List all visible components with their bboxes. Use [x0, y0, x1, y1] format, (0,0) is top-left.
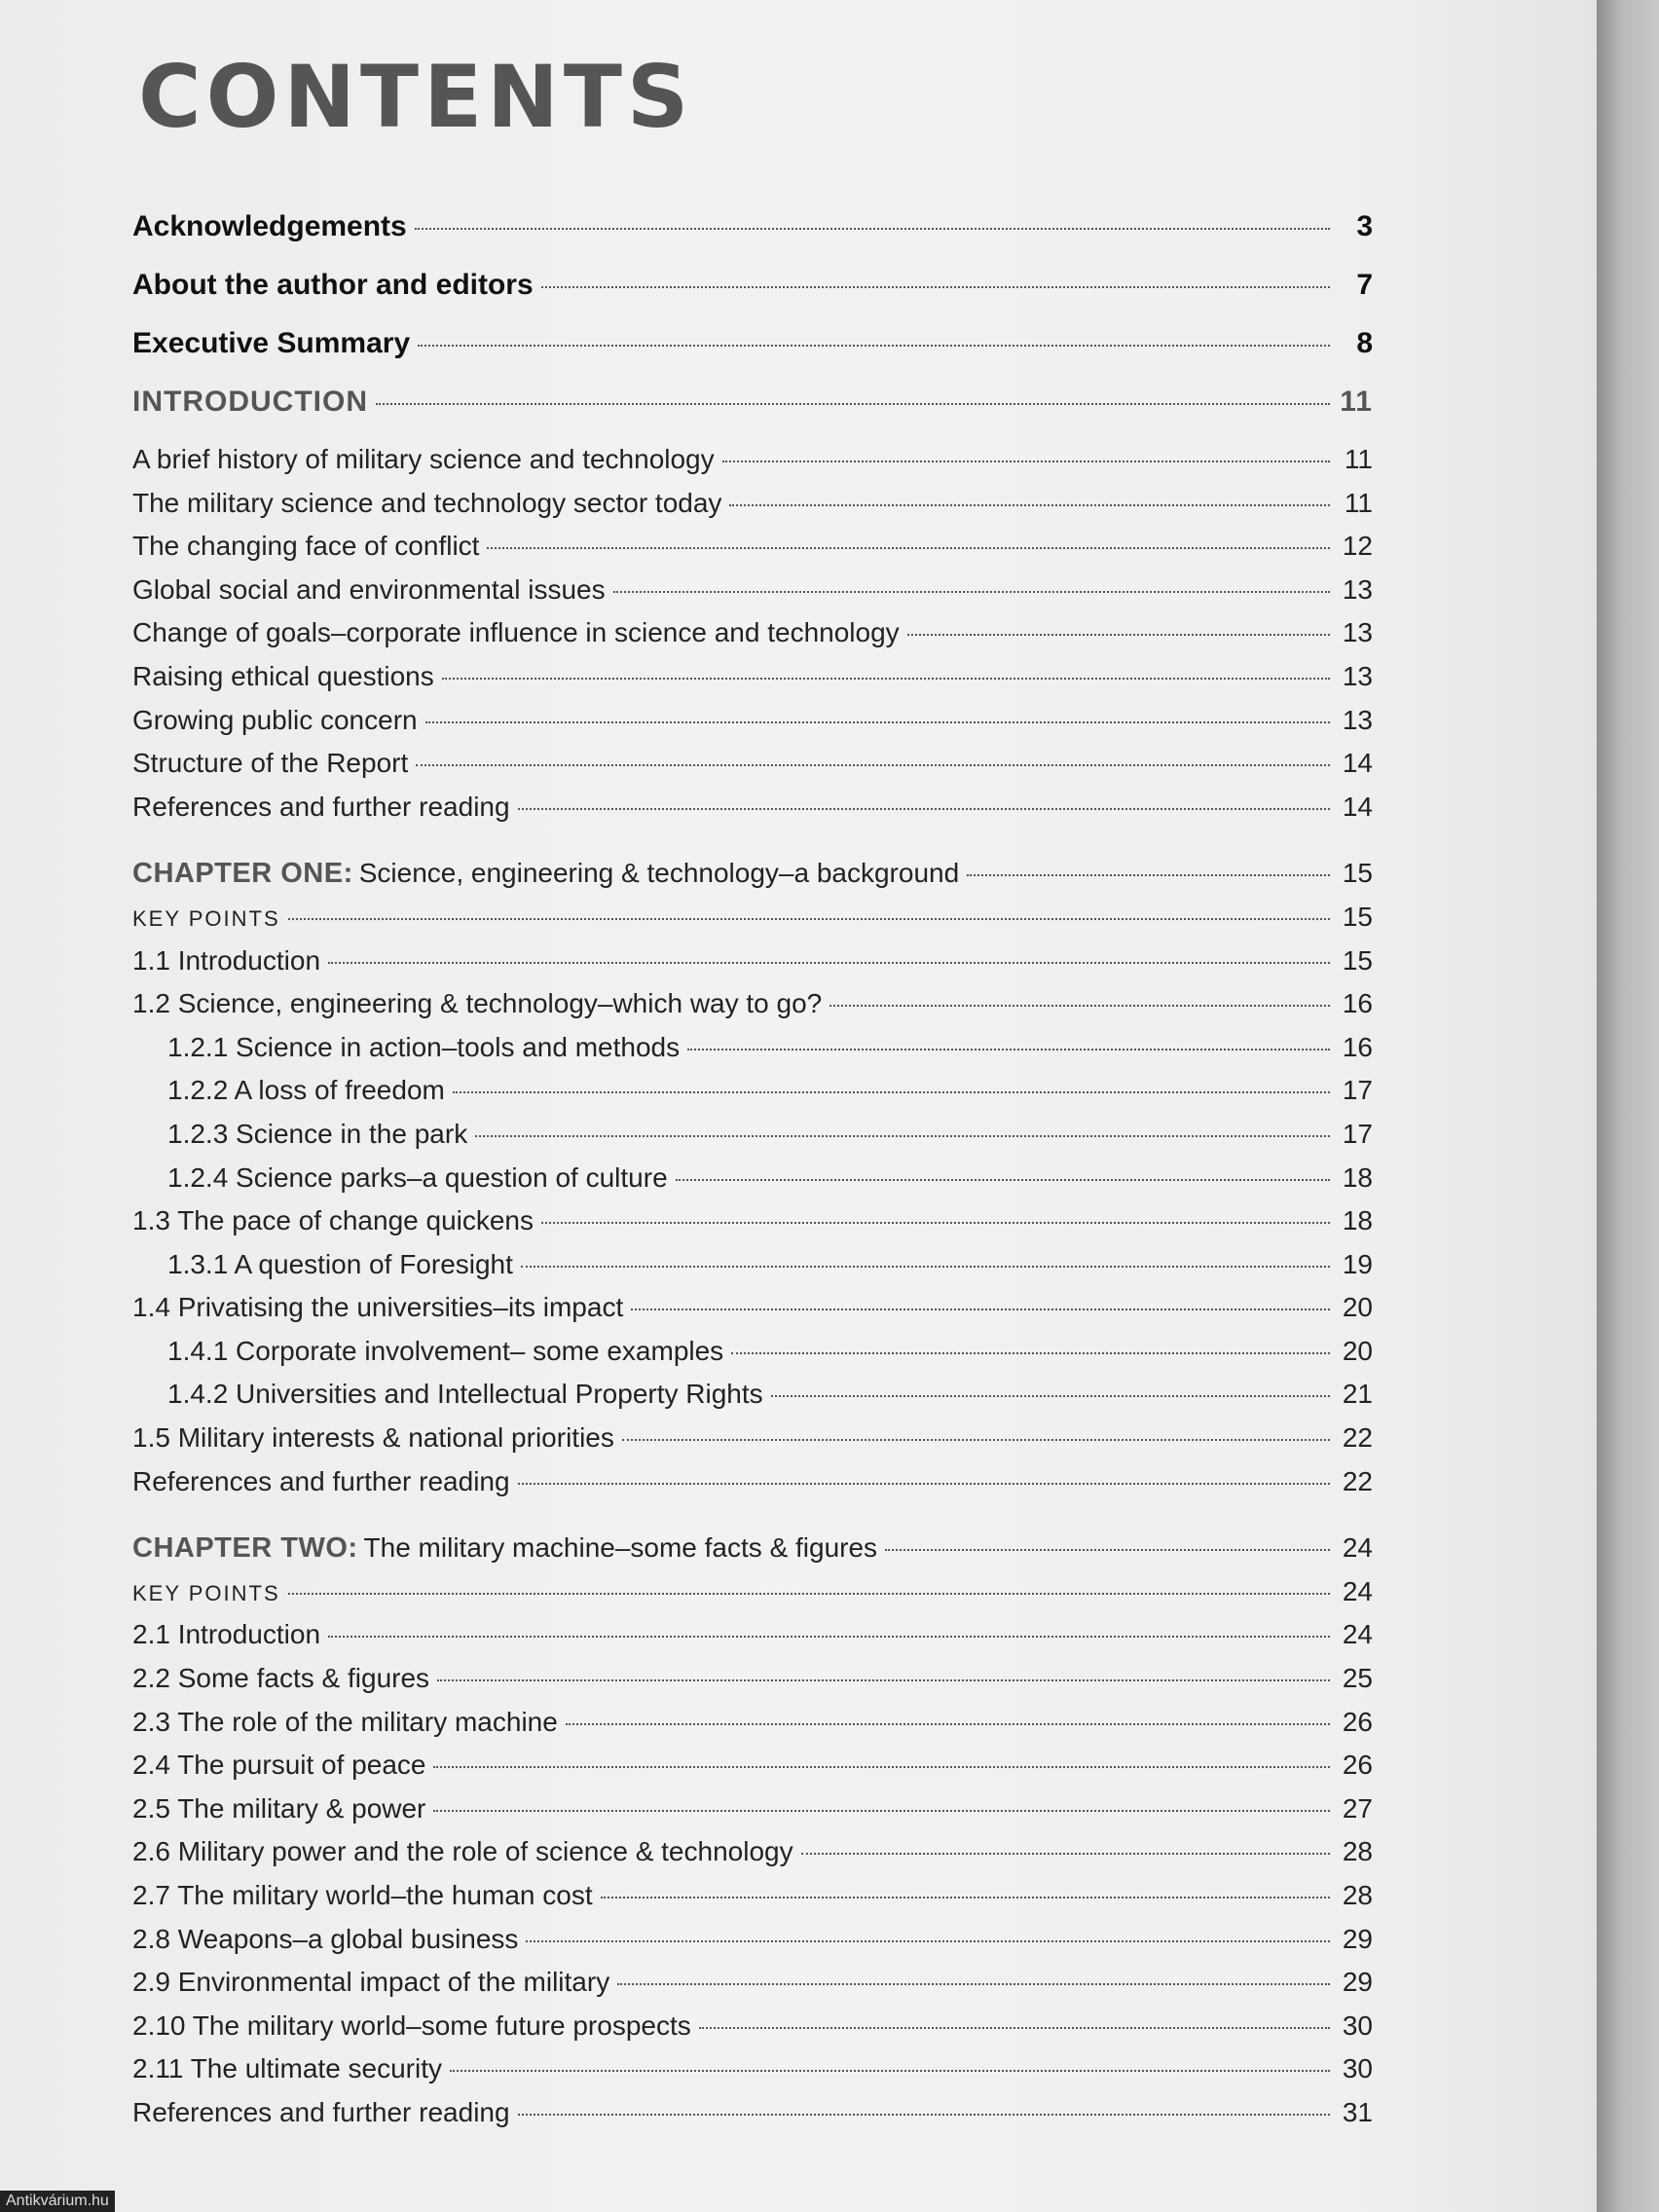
toc-page-number: 30 [1342, 2009, 1373, 2041]
dot-leader [442, 678, 1330, 680]
toc-label: 2.9 Environmental impact of the military [132, 1967, 610, 1998]
toc-label: 1.4 Privatising the universities–its impact [132, 1292, 624, 1323]
toc-page-number: 11 [1344, 487, 1373, 518]
toc-entry[interactable] [132, 945, 1373, 989]
dot-leader [328, 962, 1330, 964]
toc-label: Change of goals–corporate influence in science and technology [132, 617, 900, 648]
toc-label: 1.1 Introduction [132, 944, 321, 976]
toc-page-number: 15 [1342, 901, 1373, 932]
toc-entry-sub[interactable] [132, 1032, 1373, 1076]
toc-page-number: 12 [1342, 531, 1373, 562]
toc-label: Global social and environmental issues [132, 573, 606, 605]
toc-page-number: 13 [1342, 573, 1373, 605]
dot-leader [418, 345, 1330, 347]
toc-label: References and further reading [132, 1465, 510, 1496]
toc-page-number: 13 [1342, 660, 1373, 691]
dot-leader [450, 2070, 1330, 2072]
toc-entry[interactable] [132, 1880, 1373, 1924]
toc-entry[interactable] [132, 1292, 1373, 1336]
toc-entry-acknowledgements[interactable] [132, 210, 1373, 269]
toc-label: 1.2.4 Science parks–a question of culture [167, 1161, 668, 1193]
toc-label: About the author and editors [132, 269, 534, 301]
toc-page-number: 28 [1342, 1880, 1373, 1910]
toc-label: 2.3 The role of the military machine [132, 1706, 558, 1737]
page-title: CONTENTS [138, 47, 694, 147]
toc-label: 1.3 The pace of change quickens [132, 1205, 535, 1236]
toc-entry-introduction[interactable] [132, 386, 1373, 444]
toc-page-number: 20 [1342, 1335, 1373, 1366]
chapter-prefix: CHAPTER TWO: [132, 1532, 358, 1565]
toc-page-number: 14 [1342, 791, 1373, 822]
toc-entry[interactable] [132, 2097, 1373, 2141]
dot-leader [613, 591, 1330, 593]
toc-page-number: 26 [1342, 1750, 1373, 1781]
dot-leader [288, 1593, 1330, 1595]
toc-page-number: 22 [1342, 1422, 1373, 1454]
toc-label: 1.2 Science, engineering & technology–which way to go? [132, 988, 823, 1019]
toc-entry[interactable] [132, 705, 1373, 749]
dot-leader [526, 1940, 1330, 1942]
dot-leader [475, 1135, 1330, 1137]
toc-label: The military science and technology sector today [132, 487, 722, 518]
toc-label: 2.8 Weapons–a global business [132, 1923, 519, 1954]
toc-page-number: 18 [1342, 1205, 1373, 1236]
toc-label: 2.1 Introduction [132, 1619, 321, 1650]
toc-entry[interactable] [132, 1924, 1373, 1968]
dot-leader [907, 634, 1330, 636]
toc-entry[interactable] [132, 444, 1373, 488]
dot-leader [885, 1549, 1330, 1551]
toc-label: KEY POINTS [132, 905, 280, 931]
toc-label: 1.2.1 Science in action–tools and methods [167, 1031, 681, 1062]
toc-entry[interactable] [132, 531, 1373, 574]
toc-label: 2.2 Some facts & figures [132, 1663, 430, 1694]
toc-label: Executive Summary [132, 327, 411, 359]
toc-label: 1.5 Military interests & national priorities [132, 1422, 614, 1454]
toc-entry[interactable] [132, 1707, 1373, 1751]
dot-leader [416, 764, 1330, 766]
dot-leader [687, 1049, 1330, 1051]
toc-entry[interactable] [132, 1422, 1373, 1466]
toc-label: 1.2.2 A loss of freedom [167, 1075, 445, 1106]
toc-entry[interactable] [132, 1750, 1373, 1793]
toc-page-number: 13 [1342, 704, 1373, 735]
toc-page-number: 19 [1342, 1248, 1373, 1279]
toc-entry-executive-summary[interactable] [132, 327, 1373, 386]
dot-leader [699, 2027, 1330, 2029]
toc-label: 1.4.1 Corporate involvement– some examples [167, 1335, 724, 1366]
dot-leader [518, 808, 1330, 810]
table-of-contents [132, 210, 1373, 2141]
toc-label: 2.11 The ultimate security [132, 2053, 443, 2084]
toc-page-number: 27 [1342, 1792, 1373, 1824]
toc-label [132, 1532, 877, 1565]
toc-page-number: 21 [1342, 1379, 1373, 1410]
toc-label: KEY POINTS [132, 1580, 280, 1605]
toc-page-number: 17 [1342, 1075, 1373, 1106]
toc-page-number: 30 [1342, 2053, 1373, 2084]
toc-label: 1.3.1 A question of Foresight [167, 1248, 513, 1279]
toc-page-number: 20 [1342, 1292, 1373, 1323]
dot-leader [617, 1983, 1330, 1985]
toc-label: INTRODUCTION [132, 386, 368, 418]
toc-entry[interactable] [132, 1205, 1373, 1249]
dot-leader [722, 461, 1330, 462]
toc-entry-about-authors[interactable] [132, 269, 1373, 327]
toc-page-number: 18 [1342, 1161, 1373, 1193]
dot-leader [425, 721, 1330, 723]
dot-leader [676, 1179, 1330, 1181]
toc-page-number: 11 [1340, 386, 1373, 418]
chapter-title: The military machine–some facts & figures [363, 1532, 878, 1564]
toc-label: 2.4 The pursuit of peace [132, 1750, 426, 1781]
toc-entry[interactable] [132, 1466, 1373, 1510]
toc-entry-sub[interactable] [132, 1162, 1373, 1206]
page-edge [1597, 0, 1659, 2212]
dot-leader [729, 504, 1330, 506]
toc-entry-sub[interactable] [132, 1379, 1373, 1422]
toc-page-number: 28 [1342, 1836, 1373, 1867]
toc-entry[interactable] [132, 1793, 1373, 1837]
toc-label: Growing public concern [132, 704, 418, 735]
watermark: Antikvárium.hu [0, 2191, 115, 2212]
dot-leader [731, 1352, 1330, 1354]
toc-entry-chapter-two[interactable] [132, 1532, 1373, 1576]
toc-page-number: 7 [1356, 269, 1373, 301]
toc-entry-key-points[interactable] [132, 1576, 1373, 1620]
toc-entry[interactable] [132, 2010, 1373, 2054]
toc-label: Acknowledgements [132, 210, 407, 242]
toc-page-number: 16 [1342, 988, 1373, 1019]
dot-leader [518, 2114, 1330, 2116]
toc-entry[interactable] [132, 1967, 1373, 2010]
dot-leader [566, 1723, 1330, 1725]
toc-page-number: 17 [1342, 1118, 1373, 1149]
dot-leader [433, 1810, 1330, 1812]
toc-page-number: 22 [1342, 1465, 1373, 1496]
toc-page-number: 24 [1342, 1619, 1373, 1650]
dot-leader [801, 1853, 1330, 1855]
dot-leader [518, 1483, 1330, 1485]
dot-leader [541, 286, 1330, 288]
chapter-title: Science, engineering & technology–a background [358, 858, 960, 889]
toc-entry[interactable] [132, 2053, 1373, 2097]
toc-page-number: 24 [1342, 1532, 1373, 1564]
dot-leader [415, 228, 1330, 230]
toc-entry-sub[interactable] [132, 1249, 1373, 1293]
toc-label: Raising ethical questions [132, 660, 434, 691]
toc-entry[interactable] [132, 792, 1373, 835]
dot-leader [771, 1395, 1330, 1397]
toc-entry-sub[interactable] [132, 1075, 1373, 1119]
dot-leader [376, 403, 1330, 405]
toc-entry[interactable] [132, 661, 1373, 705]
toc-entry-sub[interactable] [132, 1119, 1373, 1162]
dot-leader [622, 1439, 1330, 1441]
dot-leader [487, 547, 1330, 549]
toc-entry[interactable] [132, 488, 1373, 532]
toc-page-number: 31 [1342, 2096, 1373, 2127]
toc-page-number: 26 [1342, 1706, 1373, 1737]
toc-label: 2.7 The military world–the human cost [132, 1880, 593, 1910]
toc-label: Structure of the Report [132, 748, 409, 779]
dot-leader [433, 1766, 1330, 1768]
toc-entry-chapter-one[interactable] [132, 858, 1373, 902]
toc-page-number: 24 [1342, 1575, 1373, 1606]
toc-label [132, 858, 959, 890]
toc-label: A brief history of military science and technology [132, 444, 715, 474]
toc-page-number: 16 [1342, 1031, 1373, 1062]
dot-leader [328, 1636, 1330, 1638]
toc-page-number: 11 [1344, 444, 1373, 474]
toc-label: References and further reading [132, 2096, 510, 2127]
dot-leader [541, 1222, 1330, 1224]
toc-page-number: 3 [1356, 210, 1373, 242]
toc-entry[interactable] [132, 748, 1373, 792]
toc-entry[interactable] [132, 1663, 1373, 1707]
toc-entry-sub[interactable] [132, 1336, 1373, 1380]
toc-label: 2.6 Military power and the role of science & technology [132, 1836, 793, 1867]
dot-leader [453, 1091, 1330, 1093]
toc-page-number: 8 [1356, 327, 1373, 359]
toc-entry[interactable] [132, 617, 1373, 661]
toc-entry[interactable] [132, 574, 1373, 618]
dot-leader [288, 918, 1330, 920]
chapter-prefix: CHAPTER ONE: [132, 858, 353, 890]
dot-leader [967, 874, 1330, 876]
dot-leader [521, 1266, 1330, 1268]
toc-page-number: 25 [1342, 1663, 1373, 1694]
dot-leader [830, 1005, 1330, 1007]
dot-leader [437, 1679, 1330, 1681]
toc-entry[interactable] [132, 1836, 1373, 1880]
toc-entry-key-points[interactable] [132, 902, 1373, 945]
toc-label: 2.5 The military & power [132, 1792, 426, 1824]
dot-leader [631, 1309, 1330, 1310]
toc-entry[interactable] [132, 988, 1373, 1032]
toc-label: The changing face of conflict [132, 531, 480, 562]
toc-label: 1.2.3 Science in the park [167, 1118, 468, 1149]
toc-label: 2.10 The military world–some future prospects [132, 2009, 691, 2041]
dot-leader [601, 1897, 1330, 1899]
toc-label: References and further reading [132, 791, 510, 822]
toc-page-number: 15 [1342, 858, 1373, 889]
toc-entry[interactable] [132, 1619, 1373, 1663]
toc-page-number: 29 [1342, 1923, 1373, 1954]
toc-page-number: 13 [1342, 617, 1373, 648]
toc-page-number: 15 [1342, 944, 1373, 976]
toc-page-number: 29 [1342, 1967, 1373, 1998]
toc-label: 1.4.2 Universities and Intellectual Property Rights [167, 1379, 763, 1410]
toc-page-number: 14 [1342, 748, 1373, 779]
